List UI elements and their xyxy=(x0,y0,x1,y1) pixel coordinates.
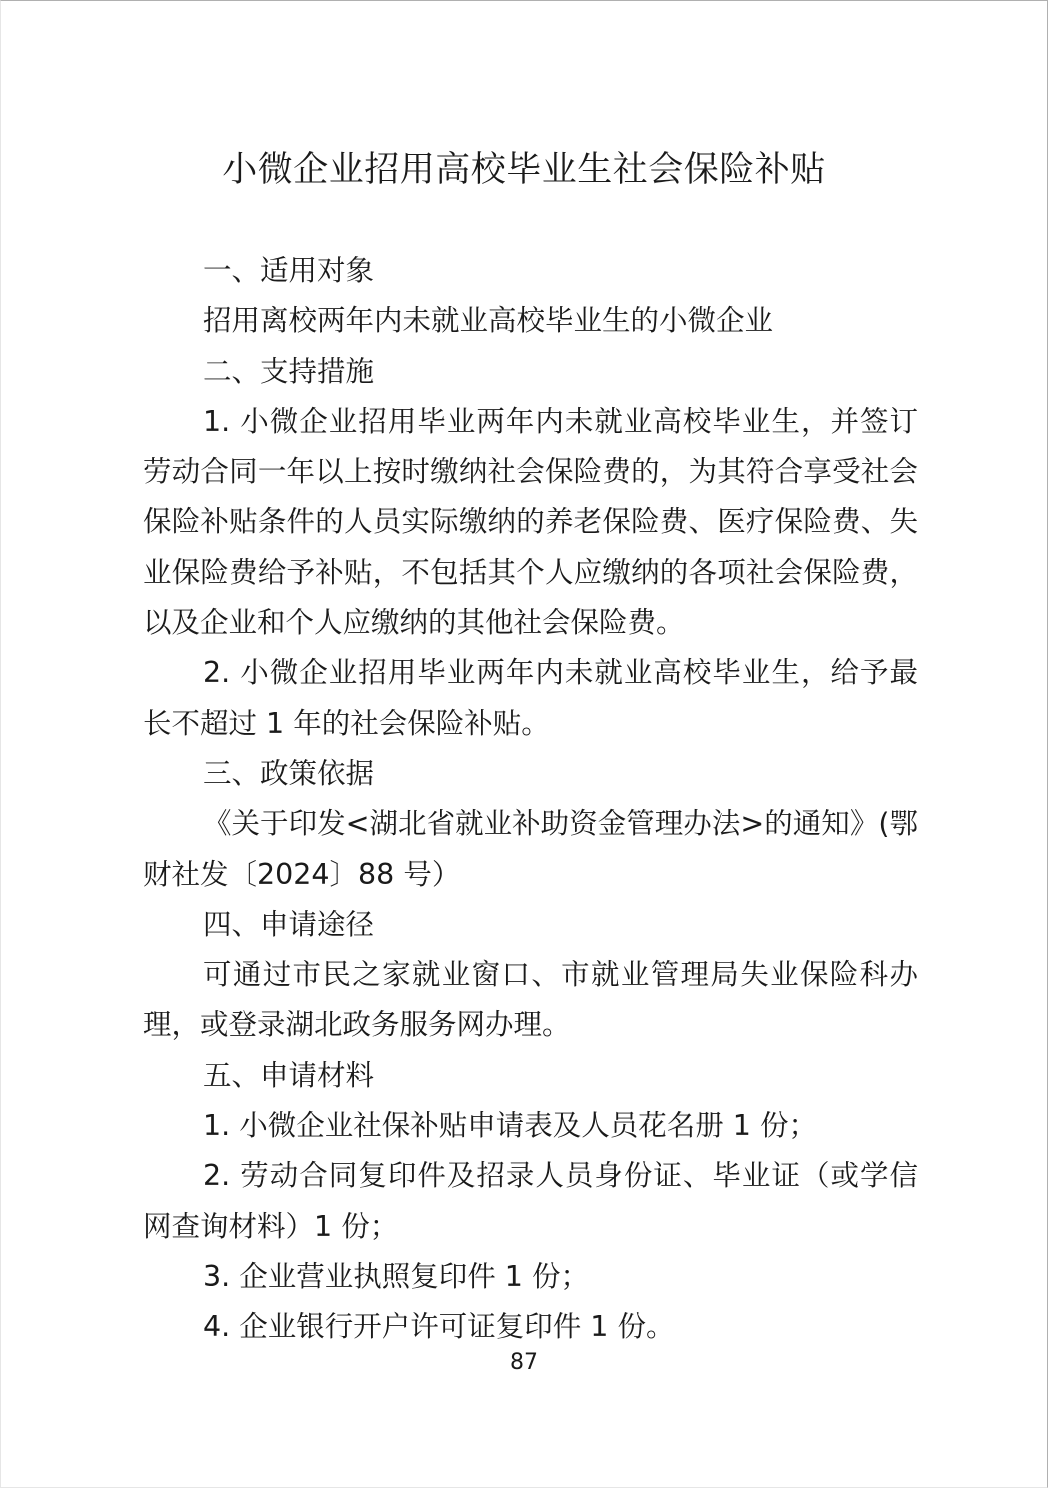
section-heading-policy-basis: 三、政策依据 xyxy=(203,756,375,790)
paragraph-support-measure-1: 1. 小微企业招用毕业两年内未就业高校毕业生，并签订劳动合同一年以上按时缴纳社会保险费的，为其符合享受社会保险补贴条件的人员实际缴纳的养老保险费、医疗保险费、失业保险费给予补贴，不包括其个人应缴纳的各项社会保险费，以及企业和个人应缴纳的其他社会保险费。 xyxy=(143,404,918,640)
paragraph-material-1: 1. 小微企业社保补贴申请表及人员花名册 1 份； xyxy=(203,1109,818,1143)
paragraph-application-channel: 可通过市民之家就业窗口、市就业管理局失业保险科办理，或登录湖北政务服务网办理。 xyxy=(143,958,918,1042)
paragraph-applicable-objects: 招用离校两年内未就业高校毕业生的小微企业 xyxy=(203,304,774,338)
paragraph-material-4: 4. 企业银行开户许可证复印件 1 份。 xyxy=(203,1310,675,1344)
section-heading-support-measures: 二、支持措施 xyxy=(203,354,375,388)
paragraph-support-measure-2: 2. 小微企业招用毕业两年内未就业高校毕业生，给予最长不超过 1 年的社会保险补贴。 xyxy=(143,656,918,740)
paragraph-material-3: 3. 企业营业执照复印件 1 份； xyxy=(203,1259,590,1293)
paragraph-material-2: 2. 劳动合同复印件及招录人员身份证、毕业证（或学信网查询材料）1 份； xyxy=(143,1159,918,1243)
section-heading-application-channel: 四、申请途径 xyxy=(203,907,375,941)
section-heading-applicable-objects: 一、适用对象 xyxy=(203,254,375,287)
page-number: 87 xyxy=(510,1350,538,1375)
section-heading-application-materials: 五、申请材料 xyxy=(203,1058,375,1092)
paragraph-policy-basis: 《关于印发<湖北省就业补助资金管理办法>的通知》(鄂财社发〔2024〕88 号） xyxy=(143,807,918,891)
document-title: 小微企业招用高校毕业生社会保险补贴 xyxy=(222,150,826,190)
document-body xyxy=(143,246,918,1353)
